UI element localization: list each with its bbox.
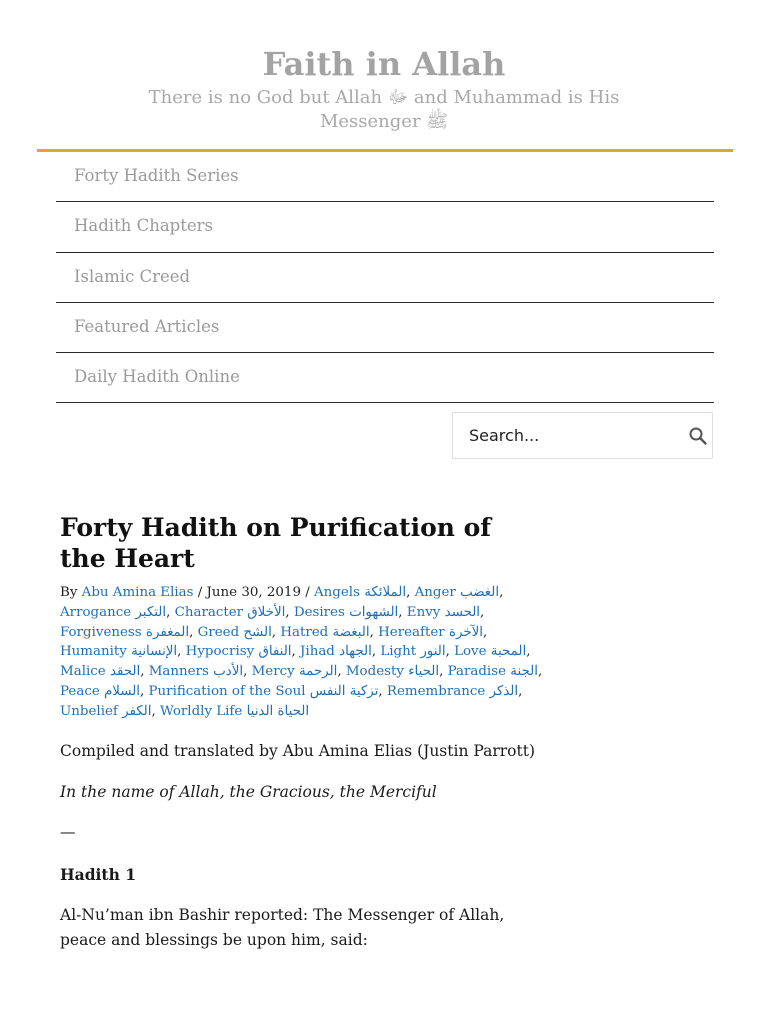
tag-link[interactable]: Love المحبة xyxy=(454,644,527,660)
tag-separator: , xyxy=(526,644,531,660)
nav-item-forty-hadith-series[interactable]: Forty Hadith Series xyxy=(56,152,714,202)
tag-link[interactable]: Angels الملائكة xyxy=(314,585,407,600)
post-meta xyxy=(60,583,556,722)
nav-item-daily-hadith-online[interactable]: Daily Hadith Online xyxy=(56,353,714,403)
tag-separator: , xyxy=(166,604,175,620)
tag-separator: , xyxy=(378,683,387,699)
tag-link[interactable]: Character الأخلاق xyxy=(174,604,286,620)
tag-link[interactable]: Envy الحسد xyxy=(406,604,481,620)
tag-separator: , xyxy=(537,664,543,680)
tag-separator: , xyxy=(518,683,523,699)
tag-link[interactable]: Humanity الإنسانية xyxy=(60,644,178,660)
tag-separator: , xyxy=(189,624,198,640)
tag-link[interactable]: Mercy الرحمة xyxy=(251,664,338,680)
tag-separator: , xyxy=(337,664,346,680)
tag-separator: , xyxy=(480,604,485,620)
search-form xyxy=(452,412,713,459)
tag-list xyxy=(60,585,542,719)
tag-separator: , xyxy=(243,664,252,680)
tag-link[interactable]: Unbelief الكفر xyxy=(60,703,152,719)
search-icon[interactable] xyxy=(688,426,708,446)
bismillah-line: In the name of Allah, the Gracious, the Merciful xyxy=(60,783,437,801)
main-navigation xyxy=(56,152,714,403)
tag-link[interactable]: Arrogance التكبر xyxy=(60,604,167,620)
by-label: By xyxy=(60,585,78,600)
tag-separator: , xyxy=(499,585,504,600)
tag-link[interactable]: Modesty الحياء xyxy=(345,664,440,680)
tag-link[interactable]: Light النور xyxy=(380,644,446,660)
tag-separator: , xyxy=(439,664,448,680)
tag-link[interactable]: Hereafter الآخرة xyxy=(378,624,484,640)
tag-link[interactable]: Hatred البغضة xyxy=(280,624,370,640)
nav-item-featured-articles[interactable]: Featured Articles xyxy=(56,303,714,353)
meta-separator: / xyxy=(193,585,207,600)
hadith-text: Al-Nu’man ibn Bashir reported: The Messenger of Allah, peace and blessings be upon him, said: xyxy=(60,906,505,949)
tag-separator: , xyxy=(291,644,301,660)
section-dash: — xyxy=(60,823,76,841)
tag-link[interactable]: Purification of the Soul تزكية النفس xyxy=(148,683,379,699)
tag-separator: , xyxy=(271,624,281,640)
site-tagline: There is no God but Allah ﷻ and Muhammad is His Messenger ﷺ xyxy=(148,87,620,132)
tag-separator: , xyxy=(140,683,149,699)
tag-link[interactable]: Greed الشح xyxy=(197,624,272,640)
tag-separator: , xyxy=(406,585,415,600)
tag-separator: , xyxy=(151,703,160,719)
tag-separator: , xyxy=(177,644,186,660)
tag-link[interactable]: Worldly Life الحياة الدنيا xyxy=(159,703,310,719)
search-input[interactable] xyxy=(453,413,678,458)
nav-item-islamic-creed[interactable]: Islamic Creed xyxy=(56,253,714,303)
hadith-heading: Hadith 1 xyxy=(60,865,137,884)
tag-link[interactable]: Desires الشهوات xyxy=(293,604,399,620)
tag-separator: , xyxy=(140,664,149,680)
post-date: June 30, 2019 xyxy=(206,585,301,600)
tag-separator: , xyxy=(369,624,379,640)
site-title[interactable]: Faith in Allah xyxy=(262,45,506,83)
tag-link[interactable]: Anger الغضب xyxy=(414,585,500,600)
tag-link[interactable]: Jihad الجهاد xyxy=(300,644,372,660)
tag-link[interactable]: Manners الأدب xyxy=(148,664,244,680)
tag-link[interactable]: Paradise الجنة xyxy=(447,664,538,680)
tag-separator: , xyxy=(445,644,455,660)
tag-separator: , xyxy=(483,624,488,640)
post-title: Forty Hadith on Purification of the Heart xyxy=(60,513,492,573)
tag-link[interactable]: Forgiveness المغفرة xyxy=(60,624,190,640)
tag-link[interactable]: Malice الحقد xyxy=(60,664,141,680)
tag-separator: , xyxy=(398,604,407,620)
tag-link[interactable]: Peace السلام xyxy=(60,683,141,699)
tag-link[interactable]: Remembrance الذكر xyxy=(386,683,519,699)
tag-separator: , xyxy=(371,644,381,660)
compiled-by-line: Compiled and translated by Abu Amina Elias (Justin Parrott) xyxy=(60,742,535,760)
meta-separator: / xyxy=(300,585,315,600)
author-link[interactable]: Abu Amina Elias xyxy=(81,585,194,600)
nav-item-hadith-chapters[interactable]: Hadith Chapters xyxy=(56,202,714,252)
tag-link[interactable]: Hypocrisy النفاق xyxy=(185,644,292,660)
tag-separator: , xyxy=(285,604,294,620)
